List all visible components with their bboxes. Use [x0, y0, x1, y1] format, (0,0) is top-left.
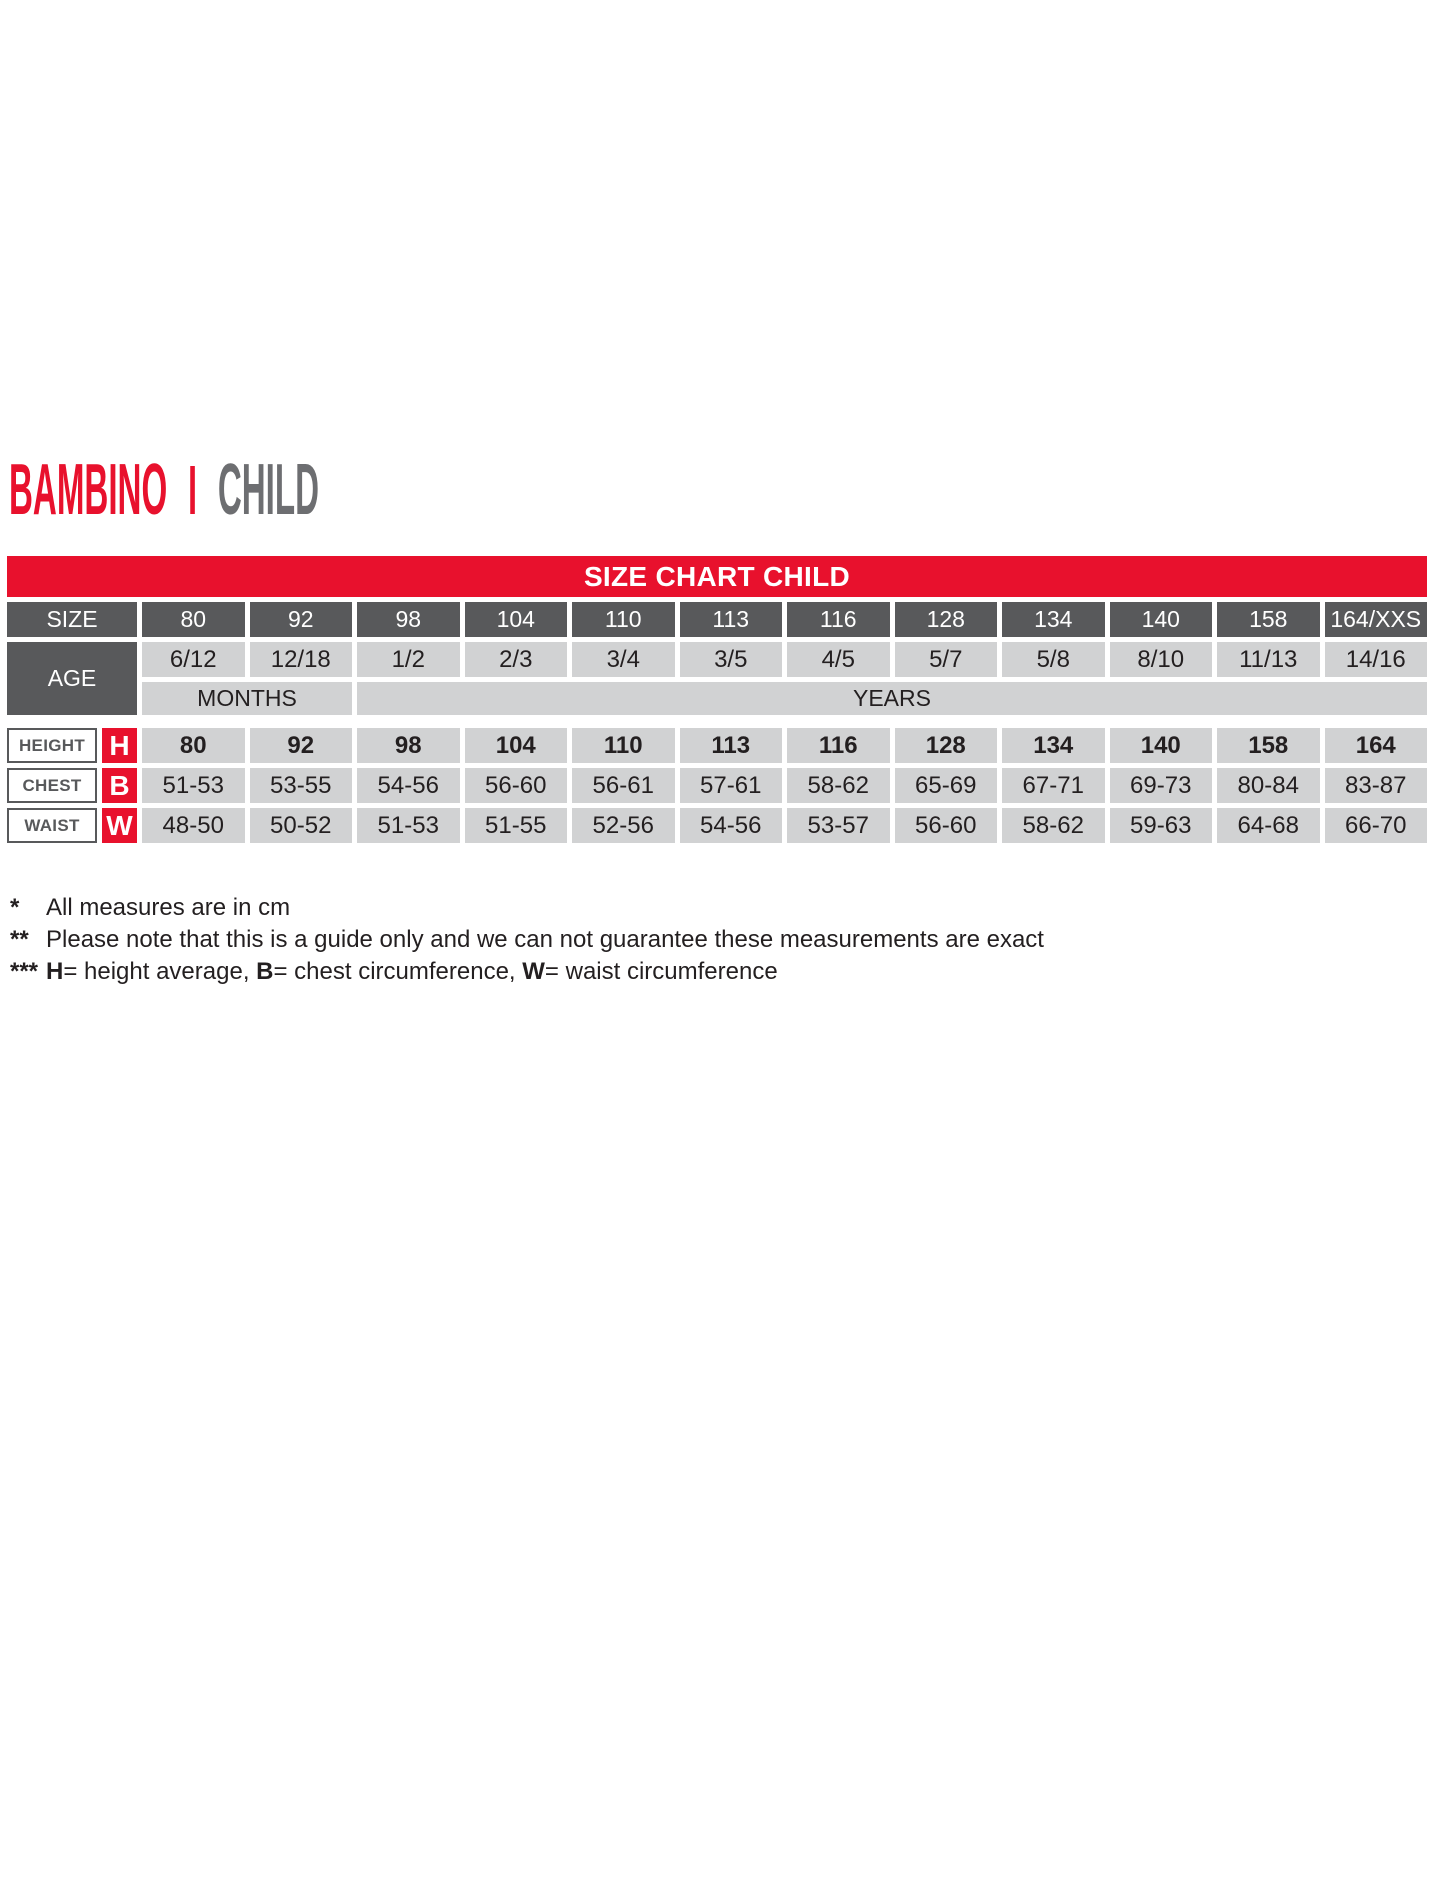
age-cell: 11/13: [1217, 642, 1320, 677]
legend-w-text: = waist circumference: [544, 958, 778, 985]
waist-cell: 52-56: [572, 808, 675, 843]
height-cell: 140: [1110, 728, 1213, 763]
footnotes: [10, 892, 1427, 988]
waist-cell: 66-70: [1325, 808, 1428, 843]
size-header-cell: SIZE: [7, 602, 137, 637]
chest-cell: 53-55: [250, 768, 353, 803]
chest-cell: 83-87: [1325, 768, 1428, 803]
page-title-text: [9, 450, 320, 530]
size-cell: 98: [357, 602, 460, 637]
title-english: CHILD: [217, 450, 320, 530]
size-cell: 92: [250, 602, 353, 637]
age-cell: 3/4: [572, 642, 675, 677]
chest-cell: 67-71: [1002, 768, 1105, 803]
legend-h: H: [46, 958, 64, 985]
age-cell: 1/2: [357, 642, 460, 677]
age-cell: 4/5: [787, 642, 890, 677]
page-title: [9, 450, 1427, 530]
waist-cell: 56-60: [895, 808, 998, 843]
chest-cell: 57-61: [680, 768, 783, 803]
chest-cell: 69-73: [1110, 768, 1213, 803]
waist-cell: 53-57: [787, 808, 890, 843]
footnote-text: All measures are in cm: [46, 894, 291, 921]
chest-letter-badge: B: [102, 768, 137, 803]
size-chart-banner: [7, 556, 1427, 597]
size-cell: 110: [572, 602, 675, 637]
measurements-table: [7, 728, 1427, 843]
size-cell: 113: [680, 602, 783, 637]
footnote-guide: [10, 924, 1427, 956]
height-cell: 128: [895, 728, 998, 763]
legend-h-text: = height average,: [63, 958, 257, 985]
size-cell: 164/XXS: [1325, 602, 1428, 637]
waist-letter-badge: W: [102, 808, 137, 843]
height-cell: 110: [572, 728, 675, 763]
age-cell: 14/16: [1325, 642, 1428, 677]
height-letter-badge: H: [102, 728, 137, 763]
age-header-cell: AGE: [7, 642, 137, 715]
chest-cell: 54-56: [357, 768, 460, 803]
footnote-measures: [10, 892, 1427, 924]
chest-cell: 56-60: [465, 768, 568, 803]
footnote-marker: *: [10, 894, 20, 921]
height-row-label: HEIGHT: [7, 728, 97, 763]
height-cell: 80: [142, 728, 245, 763]
size-cell: 140: [1110, 602, 1213, 637]
footnote-text: [46, 956, 778, 988]
legend-w: W: [522, 958, 545, 985]
waist-cell: 51-53: [357, 808, 460, 843]
size-cell: 116: [787, 602, 890, 637]
chest-row-label: CHEST: [7, 768, 97, 803]
size-cell: 134: [1002, 602, 1105, 637]
age-cell: 8/10: [1110, 642, 1213, 677]
chest-cell: 51-53: [142, 768, 245, 803]
height-cell: 116: [787, 728, 890, 763]
size-chart-page: [7, 450, 1427, 988]
banner-label: SIZE CHART CHILD: [583, 560, 851, 592]
waist-cell: 64-68: [1217, 808, 1320, 843]
waist-cell: 50-52: [250, 808, 353, 843]
size-cell: 128: [895, 602, 998, 637]
waist-row-label: WAIST: [7, 808, 97, 843]
waist-cell: 59-63: [1110, 808, 1213, 843]
chest-cell: 56-61: [572, 768, 675, 803]
footnote-legend: [10, 956, 1427, 988]
waist-cell: 54-56: [680, 808, 783, 843]
age-cell: 2/3: [465, 642, 568, 677]
size-cell: 104: [465, 602, 568, 637]
height-cell: 158: [1217, 728, 1320, 763]
chest-cell: 80-84: [1217, 768, 1320, 803]
years-span-cell: YEARS: [357, 682, 1427, 715]
title-separator-bar: [190, 466, 195, 514]
footnote-marker: ***: [10, 958, 39, 985]
months-span-cell: MONTHS: [142, 682, 352, 715]
height-cell: 104: [465, 728, 568, 763]
height-cell: 98: [357, 728, 460, 763]
age-cell: 6/12: [142, 642, 245, 677]
age-cell: 3/5: [680, 642, 783, 677]
age-cell: 5/8: [1002, 642, 1105, 677]
legend-b: B: [256, 958, 274, 985]
footnote-marker: **: [10, 926, 29, 953]
footnote-text: Please note that this is a guide only and we can not guarantee these measurements are exact: [46, 926, 1044, 953]
chest-cell: 65-69: [895, 768, 998, 803]
waist-cell: 58-62: [1002, 808, 1105, 843]
height-cell: 92: [250, 728, 353, 763]
height-cell: 164: [1325, 728, 1428, 763]
age-cell: 5/7: [895, 642, 998, 677]
waist-cell: 48-50: [142, 808, 245, 843]
chest-cell: 58-62: [787, 768, 890, 803]
size-cell: 80: [142, 602, 245, 637]
size-age-table: [7, 602, 1427, 715]
height-cell: 134: [1002, 728, 1105, 763]
waist-cell: 51-55: [465, 808, 568, 843]
age-cell: 12/18: [250, 642, 353, 677]
height-cell: 113: [680, 728, 783, 763]
legend-b-text: = chest circumference,: [273, 958, 523, 985]
title-italian: BAMBINO: [9, 450, 168, 530]
size-cell: 158: [1217, 602, 1320, 637]
